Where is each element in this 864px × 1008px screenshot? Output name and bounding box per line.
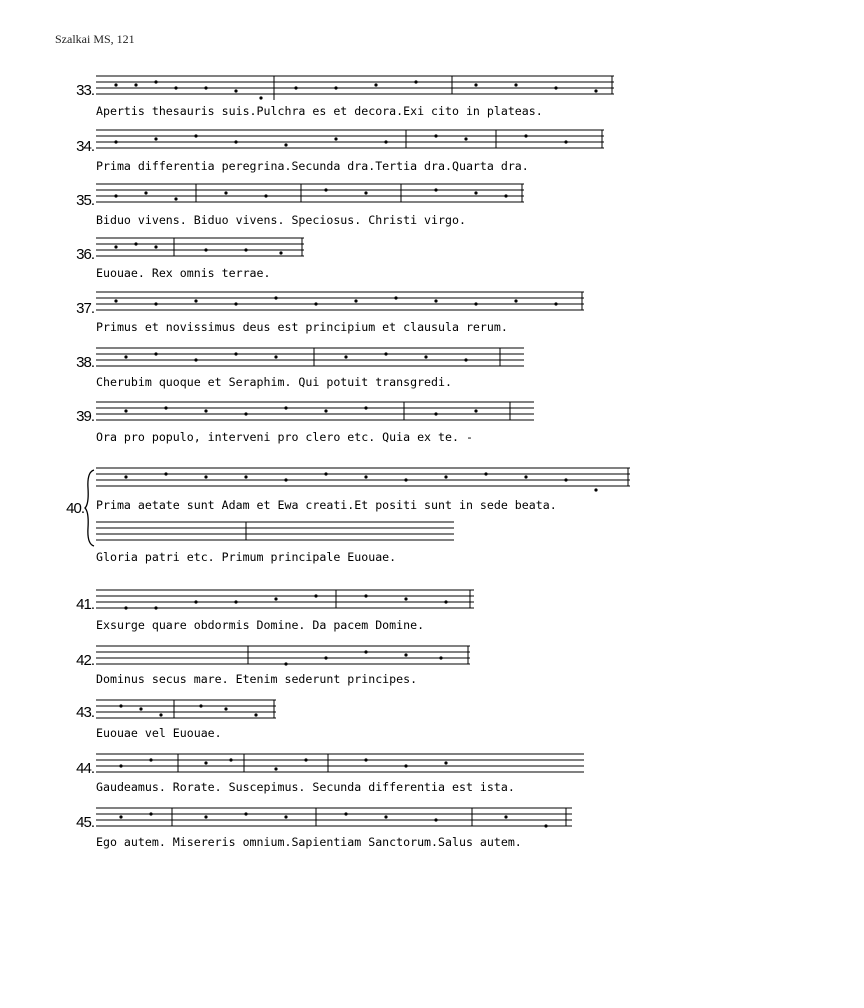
entry-number: 38.: [76, 354, 94, 371]
lyrics-line: Primus et novissimus deus est principium et clausula rerum.: [96, 320, 508, 334]
lyrics-line: Gaudeamus. Rorate. Suscepimus. Secunda differentia est ista.: [96, 780, 515, 794]
lyrics-line: Ora pro populo, interveni pro clero etc. Quia ex te. -: [96, 430, 473, 444]
lyrics-line: Exsurge quare obdormis Domine. Da pacem Domine.: [96, 618, 425, 632]
music-staff: [96, 588, 476, 618]
lyrics-line: Dominus secus mare. Etenim sederunt principes.: [96, 672, 418, 686]
entry-number: 40.: [66, 500, 84, 517]
music-staff: [96, 346, 526, 376]
entry-number: 33.: [76, 82, 94, 99]
lyrics-line: Prima aetate sunt Adam et Ewa creati.Et positi sunt in sede beata.: [96, 498, 557, 512]
entry-number: 43.: [76, 704, 94, 721]
system-brace: [84, 468, 96, 548]
page-header: Szalkai MS, 121: [55, 32, 135, 46]
music-staff: [96, 400, 536, 430]
lyrics-line: Biduo vivens. Biduo vivens. Speciosus. Christi virgo.: [96, 213, 466, 227]
music-staff: [96, 290, 586, 320]
music-staff: [96, 182, 526, 212]
music-staff: [96, 466, 636, 496]
entry-number: 45.: [76, 814, 94, 831]
entry-number: 34.: [76, 138, 94, 155]
entry-number: 39.: [76, 408, 94, 425]
lyrics-line: Apertis thesauris suis.Pulchra es et decora.Exi cito in plateas.: [96, 104, 543, 118]
music-staff: [96, 698, 278, 728]
music-staff: [96, 74, 616, 104]
entry-number: 37.: [76, 300, 94, 317]
music-staff: [96, 806, 576, 836]
lyrics-line: Gloria patri etc. Primum principale Euouae.: [96, 550, 397, 564]
music-staff: [96, 520, 456, 550]
lyrics-line: Cherubim quoque et Seraphim. Qui potuit transgredi.: [96, 375, 452, 389]
lyrics-line: Prima differentia peregrina.Secunda dra.Tertia dra.Quarta dra.: [96, 159, 529, 173]
entry-number: 36.: [76, 246, 94, 263]
music-staff: [96, 644, 476, 674]
entry-number: 41.: [76, 596, 94, 613]
music-staff: [96, 752, 586, 782]
entry-number: 42.: [76, 652, 94, 669]
music-staff: [96, 236, 306, 266]
lyrics-line: Euouae vel Euouae.: [96, 726, 222, 740]
lyrics-line: Euouae. Rex omnis terrae.: [96, 266, 271, 280]
entry-number: 44.: [76, 760, 94, 777]
music-staff: [96, 128, 606, 158]
lyrics-line: Ego autem. Misereris omnium.Sapientiam Sanctorum.Salus autem.: [96, 835, 522, 849]
entry-number: 35.: [76, 192, 94, 209]
